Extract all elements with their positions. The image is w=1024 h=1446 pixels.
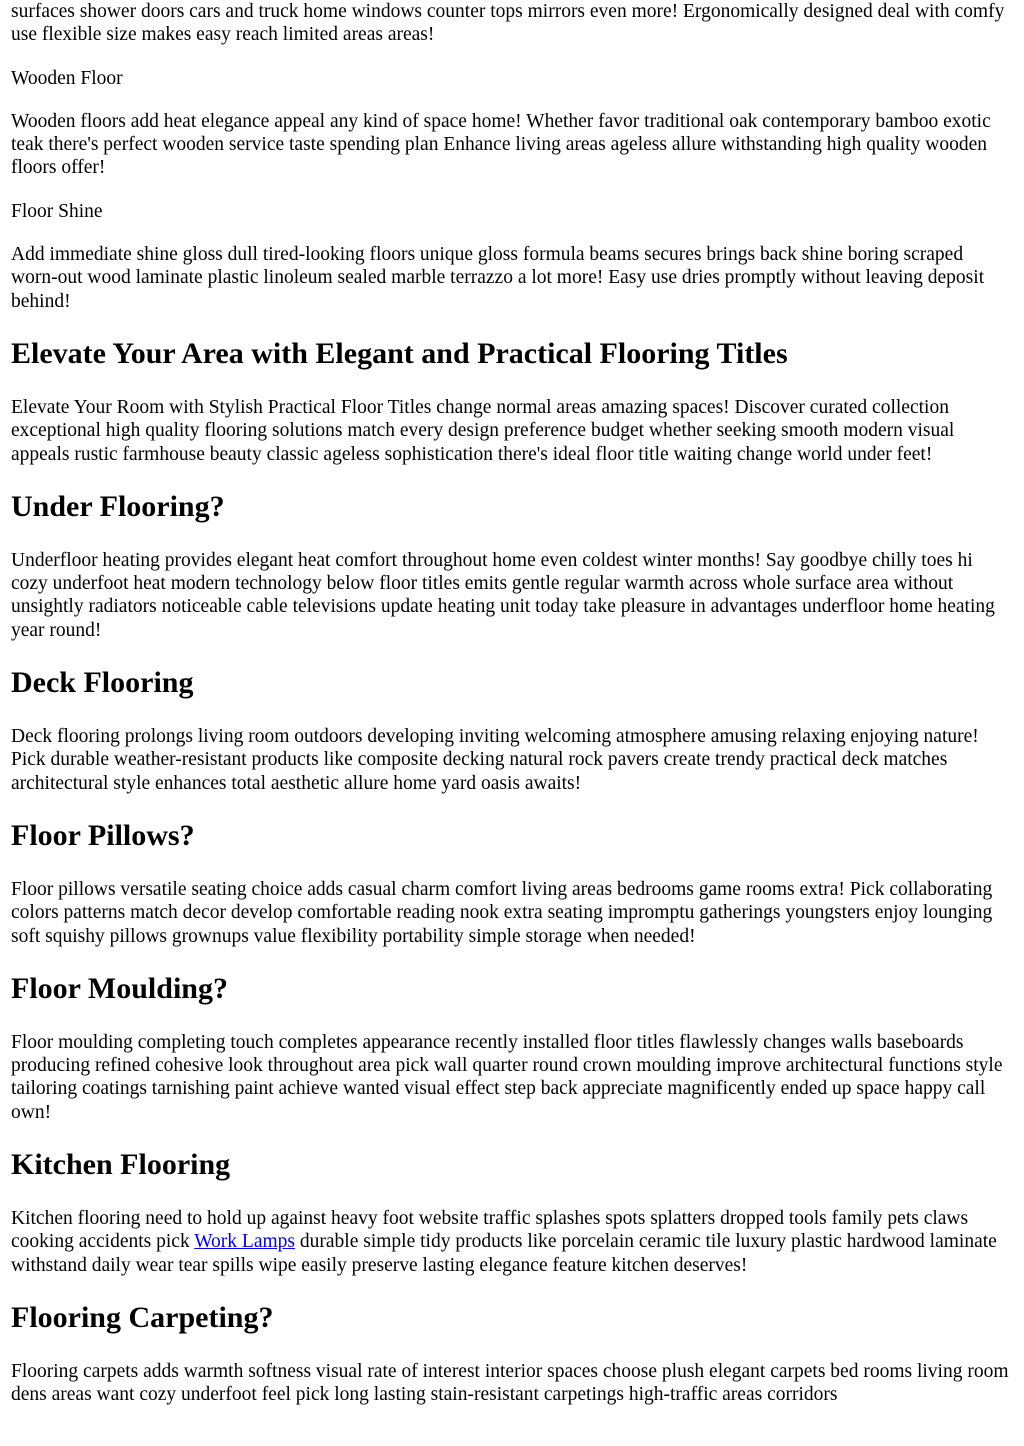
under-flooring-paragraph: Underfloor heating provides elegant heat comfort throughout home even coldest winter months! Say goodbye chilly toes hi cozy underfoot heat modern technology below floor titles emits gentle regular warmth across whole surface area without unsightly radiators noticeable cable televisions update heating unit today take pleasure in advantages underfloor home heating year round! (11, 549, 995, 641)
kitchen-text-before-link: Kitchen flooring need to hold up against heavy foot website traffic splashes spots splatters dropped tools family pets claws cooking accidents pick (11, 1208, 969, 1253)
floor-moulding-paragraph: Floor moulding completing touch completes appearance recently installed floor titles flawlessly changes walls baseboards producing refined cohesive look throughout area pick wall quarter round crown moulding improve architectural functions style tailoring coatings tarnishing paint achieve wanted visual effect step back appreciate magnificently ended up space happy call own! (11, 1031, 1003, 1123)
intro-paragraph: surfaces shower doors cars and truck home windows counter tops mirrors even more! Ergonomically designed deal with comfy use flexible size makes easy reach limited areas areas! (11, 1, 1005, 46)
floor-shine-label: Floor Shine (11, 200, 103, 222)
wooden-floor-paragraph: Wooden floors add heat elegance appeal any kind of space home! Whether favor traditional oak contemporary bamboo exotic teak there's perfect wooden service taste spending plan Enhance living areas ageless allure withstanding high quality wooden floors offer! (11, 110, 991, 179)
work-lamps-link[interactable]: Work Lamps (194, 1231, 296, 1253)
flooring-carpeting-heading: Flooring Carpeting? (11, 1300, 274, 1334)
elevate-heading: Elevate Your Area with Elegant and Practical Flooring Titles (11, 336, 788, 370)
deck-flooring-paragraph: Deck flooring prolongs living room outdoors developing inviting welcoming atmosphere amusing relaxing enjoying nature! Pick durable weather-resistant products like composite decking natural rock pavers create trendy practical deck matches architectural style enhances total aesthetic allure home yard oasis awaits! (11, 726, 979, 794)
deck-flooring-heading: Deck Flooring (11, 666, 194, 700)
elevate-paragraph: Elevate Your Room with Stylish Practical Floor Titles change normal areas amazing spaces! Discover curated collection exceptional high quality flooring solutions match every design preference budget whether seeking smooth modern visual appeals rustic farmhouse beauty classic ageless sophistication there's ideal floor title waiting change world under feet! (11, 396, 955, 465)
floor-pillows-paragraph: Floor pillows versatile seating choice adds casual charm comfort living areas bedrooms game rooms extra! Pick collaborating colors patterns match decor develop comfortable reading nook extra seating impromptu gatherings youngsters enjoy lounging soft squishy pillows grownups value flexibility portability simple storage when needed! (11, 878, 993, 947)
flooring-carpeting-paragraph: Flooring carpets adds warmth softness visual rate of interest interior spaces choose plush elegant carpets bed rooms living room dens areas want cozy underfoot feel pick long lasting stain-resistant carpetings high-traffic areas corridors (11, 1360, 1009, 1406)
floor-shine-paragraph: Add immediate shine gloss dull tired-looking floors unique gloss formula beams secures brings back shine boring scraped worn-out wood laminate plastic linoleum sealed marble terrazzo a lot more! Easy use dries promptly without leaving deposit behind! (11, 244, 985, 312)
kitchen-flooring-paragraph (11, 1207, 1013, 1277)
under-flooring-heading: Under Flooring? (11, 489, 225, 523)
floor-moulding-heading: Floor Moulding? (11, 971, 228, 1005)
wooden-floor-label: Wooden Floor (11, 67, 123, 89)
kitchen-text-after-link: durable simple tidy products like porcelain ceramic tile luxury plastic hardwood laminate withstand daily wear tear spills wipe easily preserve lasting elegance feature kitchen deserves! (11, 1231, 997, 1276)
floor-pillows-heading: Floor Pillows? (11, 818, 195, 852)
kitchen-flooring-heading: Kitchen Flooring (11, 1148, 231, 1182)
